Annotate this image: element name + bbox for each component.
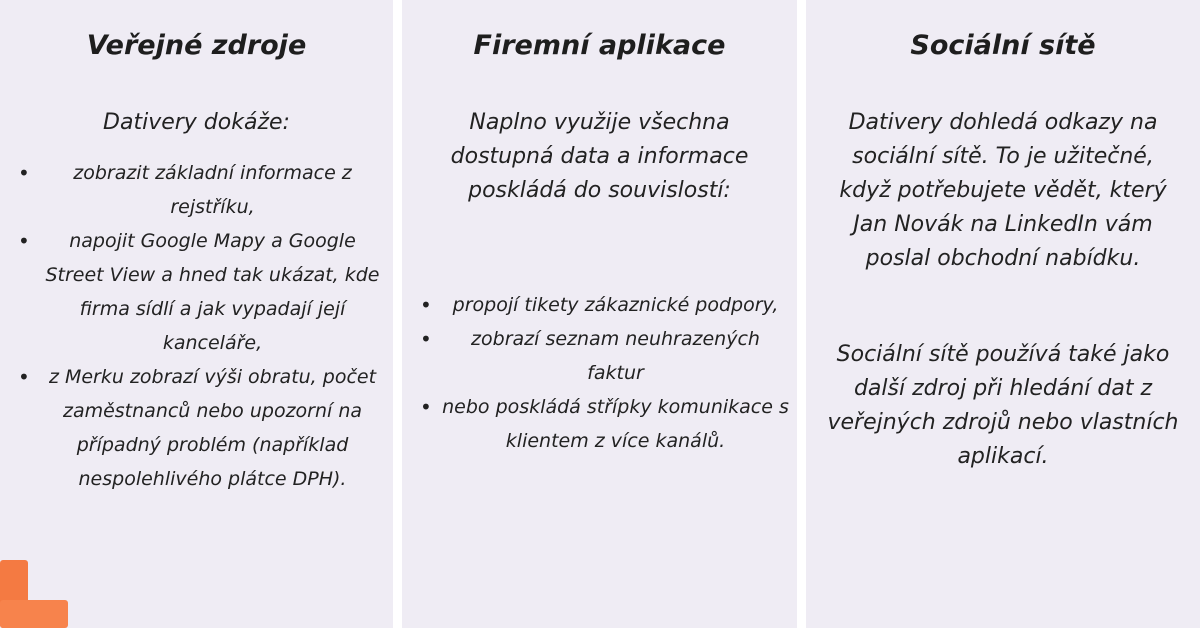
column-title: Veřejné zdroje xyxy=(86,30,307,61)
list-item-text: zobrazit základní informace z rejstříku, xyxy=(73,162,352,218)
column-company-apps xyxy=(402,0,797,628)
bullet-icon: • xyxy=(420,395,432,419)
bullet-icon: • xyxy=(18,229,30,253)
list-item xyxy=(402,288,797,322)
column-title: Firemní aplikace xyxy=(473,30,726,61)
feature-list xyxy=(0,156,393,496)
bullet-icon: • xyxy=(18,161,30,185)
column-social-networks xyxy=(806,0,1200,628)
list-item-text: napojit Google Mapy a Google Street View a hned tak ukázat, kde firma sídlí a jak vypadají její kanceláře, xyxy=(45,230,380,354)
column-title: Sociální sítě xyxy=(910,30,1096,61)
bullet-icon: • xyxy=(18,365,30,389)
column-intro: Dativery dokáže: xyxy=(103,110,290,135)
column-paragraph: Sociální sítě používá také jako další zdroj při hledání dat z veřejných zdrojů nebo vlastních aplikací. xyxy=(827,342,1179,469)
list-item-text: nebo poskládá střípky komunikace s klientem z více kanálů. xyxy=(442,396,789,452)
list-item xyxy=(0,224,393,360)
corner-accent-bottom-left-horizontal xyxy=(0,600,68,628)
list-item-text: z Merku zobrazí výši obratu, počet zaměstnanců nebo upozorní na případný problém (například nespolehlivého plátce DPH). xyxy=(48,366,377,490)
column-public-sources xyxy=(0,0,393,628)
bullet-icon: • xyxy=(420,327,432,351)
column-intro: Naplno využije všechna dostupná data a informace poskládá do souvislostí: xyxy=(450,110,749,203)
bullet-icon: • xyxy=(420,293,432,317)
list-item xyxy=(402,390,797,458)
list-item-text: zobrazí seznam neuhrazených faktur xyxy=(471,328,760,384)
list-item xyxy=(0,156,393,224)
list-item xyxy=(0,360,393,496)
list-item xyxy=(402,322,797,390)
list-item-text: propojí tikety zákaznické podpory, xyxy=(452,294,779,316)
feature-list xyxy=(402,288,797,458)
column-paragraph: Dativery dohledá odkazy na sociální sítě. To je užitečné, když potřebujete vědět, který Jan Novák na LinkedIn vám poslal obchodní nabídku. xyxy=(839,110,1167,271)
